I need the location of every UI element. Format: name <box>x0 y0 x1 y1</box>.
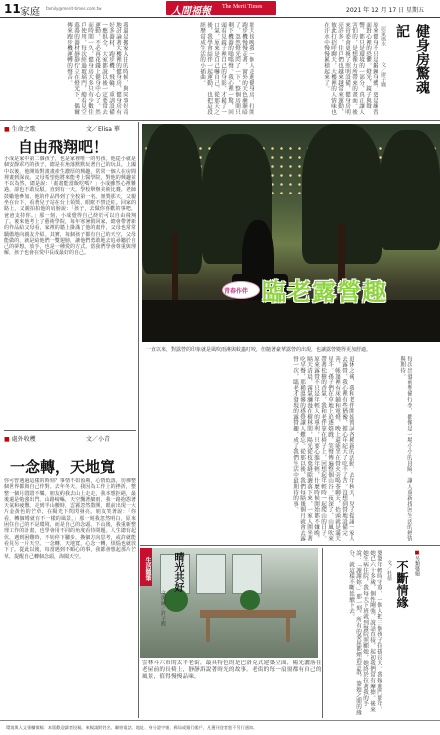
page-number: 11 <box>4 2 21 16</box>
top-article-body-right: 原來健身不只是鍛鍊身體，更是練習面對心裡的恐懼。燈光、鏡子與聲響，都只是環境的一部分，真正讓人害怕的，是想像力所帶來的畫面。後來管委會更換了照明設備，健身房明亮許多，住戶們也越來越常來運動，彼此打招呼聊天，大樓裡的人情味也在汗水中慢慢累積起來了。 <box>323 22 378 115</box>
top-article-category: 居家風水 <box>380 26 386 46</box>
middle-article-body: 退休之後，我和老伴開始嘗試各種新的活動。去年秋天，兒子提議一家人去露營，我心裡有些猶豫，擔心年紀大了吃不了苦。沒想到營地設備完善，帳篷裡有床鋪和電燈，晚上還能坐在營火旁喝茶聊天，抬頭就是滿天星斗。孫子們在草地上追逐嬉戲，笑聲傳遍整個山谷。夜深了，山風吹來帶著松樹的香氣，我和老伴靠在椅子上，回想起年輕時一起爬山的日子。原來露營不只是年輕人的專利，只要心態年輕，什麼時候開始都不嫌晚。隔天清晨，霧氣瀰漫在樹林間，陽光從枝葉縫隙灑落下來，一家人圍坐著吃早餐，那種溫馨的感覺讓人難忘。從那以後，我們每隔幾個月就會去露營一次，臨老才發現的露營趣，成了我們生活中最期待的事。 <box>292 356 354 542</box>
bench-photo <box>140 548 318 658</box>
window-pane <box>196 554 226 594</box>
issue-date: 2021 年 12 月 17 日 星期五 <box>346 7 424 14</box>
top-divider <box>0 120 440 121</box>
article-1-title: 自由飛翔吧！ <box>18 138 109 156</box>
tree-silhouette <box>380 130 440 250</box>
window-pane <box>232 554 262 594</box>
hero-caption: 一直以來，對露營的印象就是風吹雨淋與蚊蟲叮咬，但隨著豪華露營的出現，也讓露營變得更加舒適。 <box>146 347 372 353</box>
newspaper-logo <box>166 1 276 15</box>
tag-marker-icon: ■ <box>414 550 420 556</box>
photo2-top-divider <box>140 545 440 546</box>
bottom-caption: 雲林斗六市的太平老街，最具特色的是巴洛克式建築立面，陽光灑落在老屋前的長椅上，靜靜訴說著時光的故事。老街的每一扇窗都有自己的風景，值得慢慢品味。 <box>142 660 322 680</box>
right-article-body: 婆婆年輕時守寡，一個人把三個孩子拉拔長大。我嫁進門那年，她已六十多歲，個性剛強，說話直接，起初我們常有摩擦。後來她生病住院，我每天下班就到醫院照顧她，她終於拉著我的手說：「謝謝妳。」那一刻，所有的委屈都煙消雲散，婆媳之間的緣分，就這樣不斷延續下去。 <box>348 550 382 716</box>
top-article-body-mid: 那天傍晚我一個人走進健身房，打開跑步機慢慢走著，窗外的天色漸漸暗了，忽然燈光閃了一下，整個房間只剩下機器的嗡嗡聲。我心裡一驚，回頭看見鏡子裡自己的身影，才鬆了一口氣，原來是自己嚇自己。從那天之後，我學會結伴一起運動，也把這段經歷當成生活的小插曲。 <box>199 22 254 115</box>
right-article-author: 文／杜蓓 <box>386 560 392 581</box>
article-2-tag: ■ 處外收穫 <box>4 436 36 443</box>
tag-marker-icon: ■ <box>4 126 10 133</box>
hero-title: 臨老露營趣 <box>262 278 387 306</box>
hero-badge: 青春作伴 <box>224 288 249 295</box>
column-divider-right <box>322 548 323 718</box>
column-divider-left <box>138 122 139 718</box>
article-2-author: 文／小青 <box>86 436 111 443</box>
article-1-tag: ■ 生命之歌 <box>4 126 36 133</box>
page-header <box>0 0 440 18</box>
right-article-title: 不斷情緣 <box>395 560 409 608</box>
top-article-body-left: 我還是搬家入住的時候，與同事好奇地討論著大樓裡的健身房，健身房有好多器材，跑步機、飛輪、重訓設備一應俱全，大家都說以後一定要常去運動，不必再花錢上健身中心了。然而時間一久，健身房大多只有少數住戶使用，每次經過玻璃門，總看見空蕩蕩的器材靜靜佇立在燈光下，偶爾傳來跑步機運轉的聲音。 <box>66 22 128 115</box>
right-article-tag: ■另類婆媳 <box>414 550 420 576</box>
article-1-body: 小成是家中第二個孩子，也是家裡唯一的男孩。他從小就是個安靜乖巧的孩子，總是在角落默默玩著自己的玩具。上國中以後，他開始對畫畫產生濃厚的興趣，常常一個人在房間裡畫到深夜。父母希望他將來能考上醫學院，對他的興趣並不以為然，總是說：「畫畫能當飯吃嗎？」小成雖然心裡難過，卻也不敢反駁。直到有一天，學校舉辦美術比賽，老師鼓勵他參加，他的作品得到了全校第一名。頒獎那天，父親坐在台下，看著兒子站在台上領獎，眼眶不禁泛紅。回家的路上，父親拍拍他的肩膀說：「孩子，去做你喜歡的事吧，爸爸支持你。」那一刻，小成覺得自己終於可以自由飛翔了。後來他考上了藝術學院，每年寒暑假回家，總會帶著新的作品給父母看，家裡的牆上掛滿了他的畫作，父母也常常驕傲地向親友介紹。其實，每個孩子都有自己的天空，父母能做的，就是給他們一雙翅膀，讓他們勇敢地去追尋屬於自己的夢想。放手，也是一種愛的方式。當我們學會尊重與理解，孩子也會在愛中長成最好的自己。 <box>4 156 136 257</box>
article-1-author: 文／Elisa 華 <box>86 126 120 133</box>
footer-notice: 環境與人文專欄徵稿：本版歡迎讀者投稿，來稿請附姓名、聯絡電話、地址、身分證字號、郵局或銀行帳戶，凡獲刊登者恕不另行通知。 <box>6 725 258 730</box>
left-divider <box>4 430 136 431</box>
bench-leg <box>286 618 290 642</box>
middle-right-article-body: 每次出發前準備行李，都像是一場小小的冒險，讓人重新找回生活的熱情與期待。 <box>399 356 412 542</box>
logo-english: The Merit Times <box>222 4 263 10</box>
section-email: family@merit-times.com.tw <box>46 6 102 11</box>
top-article-author: 文／廖子嫻 <box>380 62 386 87</box>
article-2-title: 一念轉，天地寬 <box>10 458 116 476</box>
article-2-body: 你可曾遇過這樣的時刻？事情不如預期，心情低落，彷彿整個世界都與自己作對。去年冬天，我因為工作上的挫折，整整一個月悶悶不樂。朋友約我去山上走走，我本想拒絕，最後還是勉強出門。山路崎嶇，天空飄著細雨，我一路抱怨著天氣和疲憊。走到半山腰時，雲霧忽然散開，眼前出現一大片金黃色的芒草，在陽光下閃閃發亮。朋友笑著說：「你看，轉個彎就有不一樣的風景。」那一刻我忽然明白，原來困住自己的不是環境，而是自己的念頭。下山後，我重新整理工作的計畫，也學會用不同的角度看待問題。人生總有起伏，遇到困難時，不妨停下腳步，換個方向思考，或許就能看見另一片天空。一念轉，天地寬，心念一轉，煩惱也就放下了。從此以後，每當遇到不順心的事，我都會想起那片芒草，提醒自己轉個念頭，海闊天空。 <box>4 478 136 560</box>
logo-chinese: 人間福報 <box>171 6 211 17</box>
bench-leg <box>206 618 210 642</box>
bottom-article-title: 晴光共好 <box>172 552 183 592</box>
hero-photo <box>142 124 440 342</box>
plant <box>240 590 260 610</box>
top-article-title: 健身房驚魂記 <box>394 24 430 94</box>
bottom-article-label: 生活隨筆 <box>140 548 152 586</box>
wooden-bench <box>200 610 296 618</box>
bottom-article-author: 文與圖／許子熙 <box>160 590 166 627</box>
section-name: 家庭 <box>20 7 40 18</box>
tag-marker-icon: ■ <box>4 436 10 443</box>
page-footer <box>0 720 440 735</box>
